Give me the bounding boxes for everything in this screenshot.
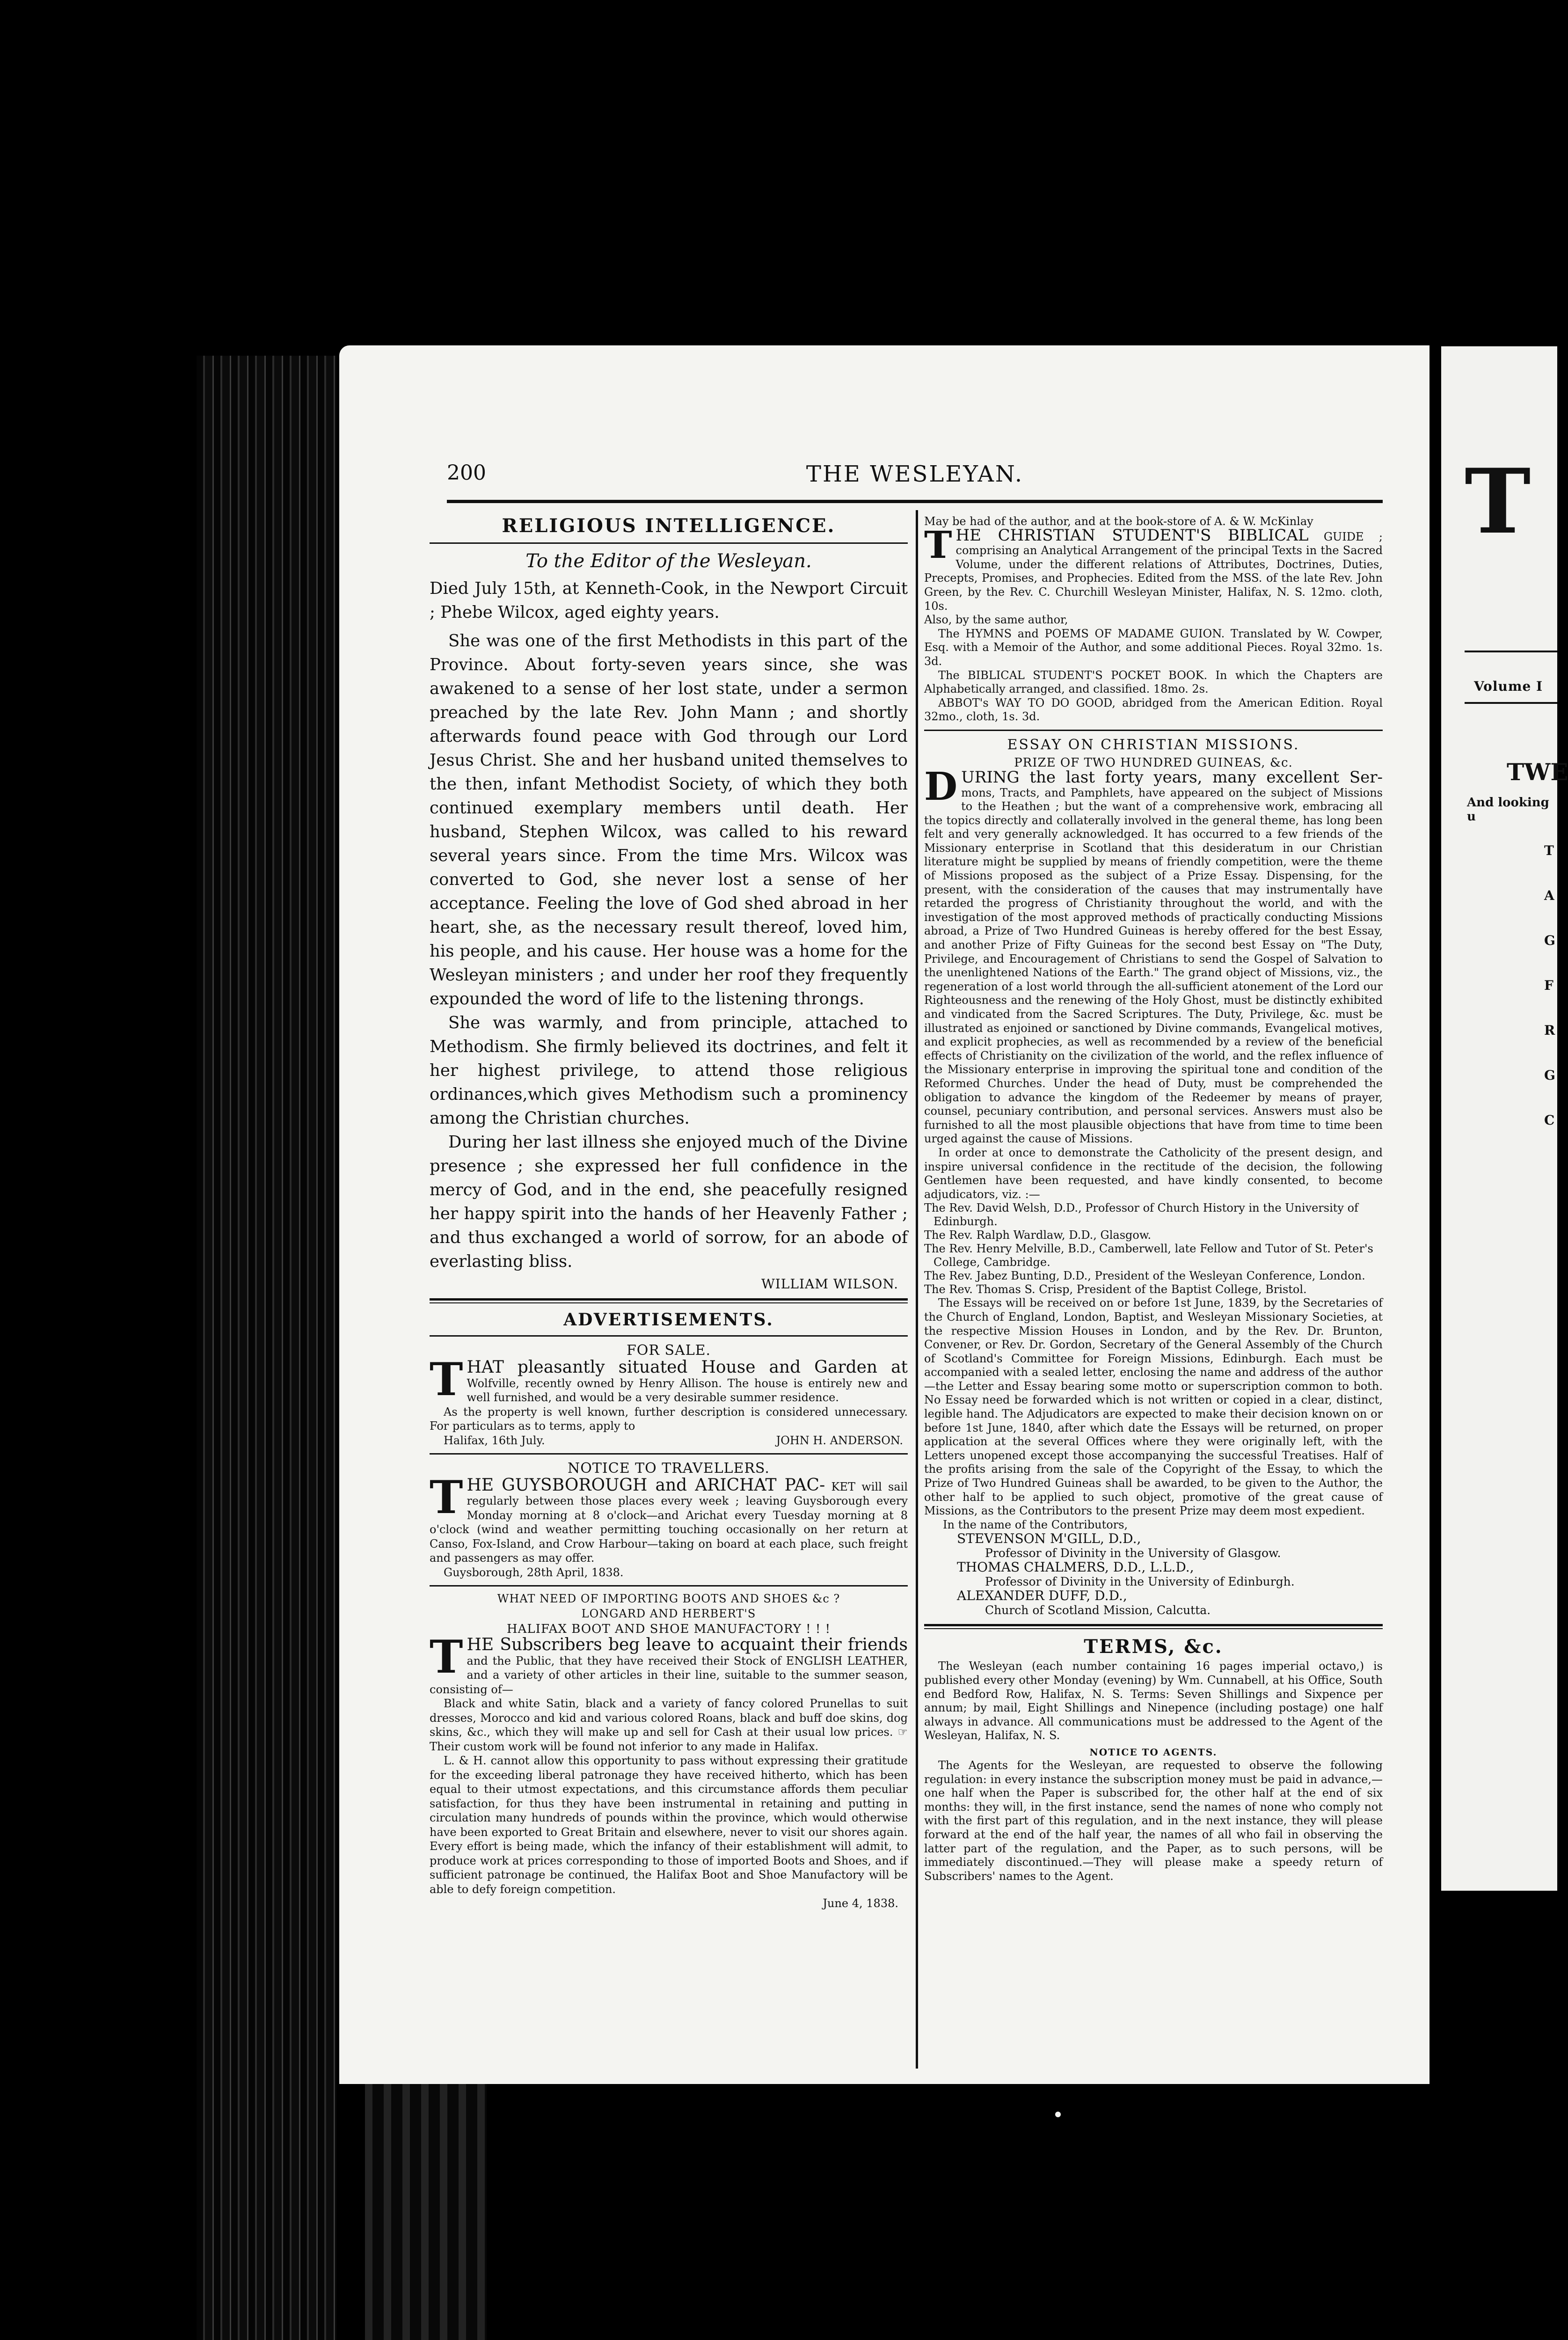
essay-lead: URING the last forty years, many excellent Ser- bbox=[961, 768, 1383, 787]
rule bbox=[430, 1298, 908, 1303]
adjacent-letter: G bbox=[1544, 933, 1555, 948]
ad-date: June 4, 1838. bbox=[823, 1897, 898, 1910]
books-lead: HE CHRISTIAN STUDENT'S BIBLICAL bbox=[955, 526, 1309, 545]
ad-boots bbox=[430, 1592, 908, 1910]
page-title: THE WESLEYAN. bbox=[806, 461, 1024, 487]
ad-heading: FOR SALE. bbox=[626, 1342, 711, 1359]
ad-body bbox=[430, 1470, 908, 1565]
adjacent-page bbox=[1441, 346, 1557, 1891]
adjudicator: The Rev. David Welsh, D.D., Professor of Church History in the University of Edinburgh. bbox=[924, 1201, 1358, 1228]
ad-body bbox=[430, 1353, 908, 1406]
ad-footer bbox=[430, 1433, 908, 1448]
rule bbox=[924, 730, 1383, 731]
contributor bbox=[957, 1532, 1383, 1560]
adjudicator: The Rev. Thomas S. Crisp, President of the Baptist College, Bristol. bbox=[924, 1283, 1307, 1296]
ad-text: Wolfville, recently owned by Henry Allison. The house is entirely new and well furnished, and would be a very desirable summer residence. bbox=[467, 1376, 908, 1404]
books-text: GUIDE ; comprising an Analytical Arrangement of the principal Texts in the Sacred Volume, under the different relations of Attributes, Doctrines, Duties, Precepts, Promises, and Prophecies. Edited from the MSS. of the late Rev. John Green, by the Rev. C. Churchill Wesleyan Minister, Halifax, N. S. 12mo. cloth, 10s. bbox=[924, 530, 1383, 613]
terms-text: The Wesleyan (each number containing 16 pages imperial octavo,) is published every other Monday (evening) by Wm. Cunnabell, at his Office, South end Bedford Row, Halifax, N. S. Terms: Seven Shillings and Sixpence per annum; by mail, Eight Shillings and Ninepence (including postage) one half always in advance. All communications must be addressed to the Agent of the Wesleyan, Halifax, N. S. bbox=[924, 1660, 1383, 1742]
books-body bbox=[924, 522, 1383, 614]
adjacent-letter: G bbox=[1544, 1068, 1555, 1083]
essay-text: The Essays will be received on or before 1st June, 1839, by the Secretaries of the Church of England, London, Baptist, and Wesleyan Missionary Societies, at the respective Mission Houses in London, and by the Rev. Dr. Brunton, Convener, or Rev. Dr. Gordon, Secretary of the General Assembly of the Church of Scotland's Committee for Foreign Missions, Edinburgh. Each must be accompanied with a sealed letter, enclosing the name and address of the author—the Letter and Essay bearing some motto or superscription common to both. No Essay need be forwarded which is not written or copied in a clear, distinct, legible hand. The Adjudicators are expected to make their decision known on or before 1st June, 1840, after which date the Essays will be returned, on proper application at the several Offices where they were originally left, with the Letters unopened except those accompanying the successful Treatises. Half of the profits arising from the sale of the Copyright of the Essay, to which the Prize of Two Hundred Guineas shall be awarded, to be given to the Author, the other half to be applied to such object, promotive of the great cause of Missions, as the Contributors to the present Prize may deem most expedient. bbox=[924, 1296, 1383, 1518]
essay-text: mons, Tracts, and Pamphlets, have appeared on the subject of Missions to the Heathen ; but the want of a comprehensive work, embracing all the topics directly and collaterally involved in the general theme, has long been felt and very generally acknowledged. It has occurred to a few friends of the Missionary enterprise in Scotland that this desideratum in our Christian literature might be supplied by means of friendly competition, were the theme of Missions proposed as the subject of a Prize Essay. Dispensing, for the present, with the consideration of the causes that may instrumentally have retarded the progress of Christianity throughout the world, and with the investigation of the most approved methods of practically conducting Missions abroad, a Prize of Two Hundred Guineas is hereby offered for the best Essay, and another Prize of Fifty Guineas for the second best Essay on "The Duty, Privilege, and Encouragement of Christians to send the Gospel of Salvation to the unenlightened Nations of the Earth." The grand object of Missions, viz., the regeneration of a lost world through the all-sufficient atonement of the Lord our Righteousness and the renewing of the Holy Ghost, must be distinctly exhibited and vindicated from the Sacred Scriptures. The Duty, Privilege, &c. must be illustrated as enjoined or sanctioned by Divine commands, Evangelical motives, and explicit prophecies, as well as recommended by a review of the beneficial effects of Christianity on the civilization of the world, and the reflex influence of the Missionary enterprise in improving the spiritual tone and condition of the Reformed Churches. Under the head of Duty, must be comprehended the obligation to advance the kingdom of the Redeemer by means of prayer, counsel, pecuniary contribution, and personal services. Answers must also be furnished to all the most plausible objections that have from time to time been urged against the cause of Missions. bbox=[924, 786, 1383, 1146]
page-dot bbox=[1055, 2112, 1061, 2117]
rule bbox=[430, 1453, 908, 1455]
contributor-desc: Professor of Divinity in the University of Edinburgh. bbox=[985, 1575, 1295, 1589]
rule bbox=[430, 542, 908, 544]
adjacent-letter: A bbox=[1544, 888, 1554, 903]
adjacent-letter: C bbox=[1544, 1112, 1555, 1128]
contributor-desc: Church of Scotland Mission, Calcutta. bbox=[985, 1603, 1211, 1617]
contributor bbox=[957, 1560, 1383, 1589]
ad-lead: HAT pleasantly situated House and Garden at bbox=[467, 1358, 908, 1377]
adjacent-letter: T bbox=[1544, 843, 1554, 858]
books-intro: May be had of the author, and at the book-store of A. & W. McKinlay bbox=[924, 515, 1313, 528]
adjacent-volume: Volume I bbox=[1474, 679, 1543, 694]
ad-heading: HALIFAX BOOT AND SHOE MANUFACTORY ! ! ! bbox=[506, 1622, 831, 1636]
adjacent-letter: F bbox=[1544, 978, 1553, 993]
adjacent-letter: R bbox=[1544, 1023, 1555, 1038]
rule bbox=[924, 1624, 1383, 1629]
contributor-desc: Professor of Divinity in the University of Glasgow. bbox=[985, 1546, 1281, 1560]
obituary-paragraph: During her last illness she enjoyed much of the Divine presence ; she expressed her full confidence in the mercy of God, and in the end, she peacefully resigned her happy spirit into the hands of her Heavenly Father ; and thus exchanged a world of sorrow, for an abode of everlasting bliss. bbox=[430, 1133, 908, 1271]
adjudicator: The Rev. Ralph Wardlaw, D.D., Glasgow. bbox=[924, 1228, 1152, 1242]
dropcap: T bbox=[924, 522, 952, 567]
essay-title: ESSAY ON CHRISTIAN MISSIONS. bbox=[1007, 736, 1300, 753]
essay-body bbox=[924, 764, 1383, 1146]
contributor-name: THOMAS CHALMERS, D.D., L.L.D., bbox=[957, 1559, 1194, 1575]
terms-section bbox=[924, 1636, 1383, 1883]
ad-text: Black and white Satin, black and a variety of fancy colored Prunellas to suit dresses, Morocco and kid and various colored Roans, black and buff doe skins, dog skins, &c., which they will make up and sell for Cash at their usual low prices. ☞ Their custom work will be found not inferior to any made in Halifax. bbox=[430, 1697, 908, 1753]
book-binding-bottom bbox=[365, 2069, 487, 2340]
terms-title: TERMS, &c. bbox=[1084, 1636, 1223, 1658]
ad-text: As the property is well known, further description is considered unnecessary. For particulars as to terms, apply to bbox=[430, 1405, 908, 1433]
ad-body bbox=[430, 1631, 908, 1696]
essay-text: In order at once to demonstrate the Catholicity of the present design, and inspire universal confidence in the rectitude of the decision, the following Gentlemen have been requested, and have kindly consented, to become adjudicators, viz. :— bbox=[924, 1146, 1383, 1201]
ad-place-date: Halifax, 16th July. bbox=[444, 1433, 545, 1447]
ad-lead: HE GUYSBOROUGH and ARICHAT PAC- bbox=[467, 1475, 825, 1495]
ad-footer bbox=[430, 1896, 908, 1910]
obituary-paragraph: Died July 15th, at Kenneth-Cook, in the Newport Circuit ; Phebe Wilcox, aged eighty years. bbox=[430, 579, 908, 622]
essay-subtitle: PRIZE OF TWO HUNDRED GUINEAS, &c. bbox=[1014, 755, 1293, 770]
header-rule bbox=[447, 500, 1383, 503]
ad-name: JOHN H. ANDERSON. bbox=[776, 1433, 903, 1447]
page-header bbox=[447, 461, 1383, 489]
books-pocket: The BIBLICAL STUDENT'S POCKET BOOK. In which the Chapters are Alphabetically arranged, and classified. 18mo. 2s. bbox=[924, 668, 1383, 696]
contributor-name: ALEXANDER DUFF, D.D., bbox=[957, 1588, 1127, 1604]
ad-text: L. & H. cannot allow this opportunity to pass without expressing their gratitude for the exceeding liberal patronage they have received hitherto, which has been equal to their utmost expectations, and this circumstance affords them peculiar satisfaction, for thus they have been instrumental in retaining and putting in circulation many hundreds of pounds within the province, which would otherwise have been exported to Great Britain and elsewhere, never to visit our shores again. Every effort is being made, which the infancy of their establishment will admit, to produce work at prices corresponding to those of imported Boots and Shoes, and if sufficient patronage be continued, the Halifax Boot and Shoe Manufactory will be able to defy foreign competition. bbox=[430, 1754, 908, 1896]
obituary-paragraph: She was one of the first Methodists in this part of the Province. About forty-seven years since, she was awakened to a sense of her lost state, under a sermon preached by the late Rev. John Mann ; and shortly afterwards found peace with God through our Lord Jesus Christ. She and her husband united themselves to the then, infant Methodist Society, of which they both continued exemplary members until death. Her husband, Stephen Wilcox, was called to his reward several years since. From the time Mrs. Wilcox was converted to God, she never lost a sense of her acceptance. Feeling the love of God shed abroad in her heart, she, as the necessary result thereof, loved him, his people, and his cause. Her house was a home for the Wesleyan ministers ; and under her roof they frequently expounded the word of life to the listening throngs. bbox=[430, 631, 908, 1009]
ad-place-date: Guysborough, 28th April, 1838. bbox=[444, 1565, 624, 1579]
page-number: 200 bbox=[447, 461, 486, 485]
contributor-name: STEVENSON M'GILL, D.D., bbox=[957, 1531, 1141, 1547]
section-title-religious: RELIGIOUS INTELLIGENCE. bbox=[502, 515, 836, 537]
adjudicator: The Rev. Jabez Bunting, D.D., President of the Wesleyan Conference, London. bbox=[924, 1269, 1365, 1283]
dropcap: D bbox=[924, 764, 958, 809]
dropcap: T bbox=[430, 1353, 463, 1406]
ad-heading: NOTICE TO TRAVELLERS. bbox=[568, 1460, 770, 1477]
books-also: Also, by the same author, bbox=[924, 613, 1068, 627]
contributors-intro: In the name of the Contributors, bbox=[943, 1518, 1128, 1531]
notice-agents: NOTICE TO AGENTS. bbox=[1089, 1746, 1218, 1758]
left-column bbox=[430, 515, 908, 1910]
right-column bbox=[924, 515, 1383, 1883]
adjacent-column-letters bbox=[1544, 828, 1557, 1143]
ad-heading: LONGARD AND HERBERT'S bbox=[581, 1607, 756, 1620]
essay-section bbox=[924, 737, 1383, 1618]
terms-text: The Agents for the Wesleyan, are requested to observe the following regulation: in every instance the subscription money must be paid in advance,—one half when the Paper is subscribed for, the other half at the end of six months: they will, in the first instance, send the names of none who comply not with the first part of this regulation, and in the next instance, they will please forward at the end of the half year, the names of all who fail in observing the latter part of the regulation, and the Paper, as to such persons, will be immediately discontinued.—They will please make a speedy return of Subscribers' names to the Agent. bbox=[924, 1758, 1383, 1883]
letter-title: To the Editor of the Wesleyan. bbox=[525, 550, 812, 572]
section-title-advertisements: ADVERTISEMENTS. bbox=[563, 1310, 774, 1330]
books-abbot: ABBOT's WAY TO DO GOOD, abridged from the American Edition. Royal 32mo., cloth, 1s. 3d. bbox=[924, 696, 1383, 724]
adjacent-rule bbox=[1465, 651, 1557, 652]
dropcap: T bbox=[430, 1631, 463, 1683]
signature: WILLIAM WILSON. bbox=[761, 1276, 898, 1292]
ad-travellers bbox=[430, 1460, 908, 1580]
column-divider bbox=[916, 510, 918, 2069]
adjacent-subheading: And looking u bbox=[1467, 796, 1549, 824]
adjacent-rule bbox=[1465, 702, 1557, 704]
obituary-paragraph: She was warmly, and from principle, attached to Methodism. She firmly believed its doctrines, and felt it her highest privilege, to attend those religious ordinances,which gives Methodism such a prominency among the Christian churches. bbox=[430, 1013, 908, 1128]
contributor bbox=[957, 1589, 1383, 1617]
adjacent-heading: TWE bbox=[1507, 758, 1568, 786]
books-hymns: The HYMNS and POEMS OF MADAME GUION. Translated by W. Cowper, Esq. with a Memoir of the Author, and some additional Pieces. Royal 32mo. 1s. 3d. bbox=[924, 627, 1383, 668]
ad-lead: HE Subscribers beg leave to acquaint their friends bbox=[467, 1635, 908, 1654]
rule bbox=[430, 1585, 908, 1587]
rule bbox=[430, 1335, 908, 1337]
adjacent-page-title-letter: T bbox=[1465, 449, 1531, 554]
book-binding bbox=[197, 356, 337, 2340]
adjudicator: The Rev. Henry Melville, B.D., Camberwell, late Fellow and Tutor of St. Peter's College, Cambridge. bbox=[924, 1242, 1373, 1269]
ad-for-sale bbox=[430, 1342, 908, 1448]
ad-text: KET will sail regularly between those places every week ; leaving Guysborough every Monday morning at 8 o'clock—and Arichat every Tuesday morning at 8 o'clock (wind and weather permitting touching occasionally on her return at Canso, Fox-Island, and Crow Harbour—taking on board at each place, such freight and passengers as may offer. bbox=[430, 1480, 908, 1565]
ad-text: and the Public, that they have received their Stock of ENGLISH LEATHER, and a variety of other articles in their line, suitable to the summer season, consisting of— bbox=[430, 1654, 908, 1696]
ad-heading: WHAT NEED OF IMPORTING BOOTS AND SHOES &c ? bbox=[497, 1592, 840, 1605]
dropcap: T bbox=[430, 1470, 463, 1524]
